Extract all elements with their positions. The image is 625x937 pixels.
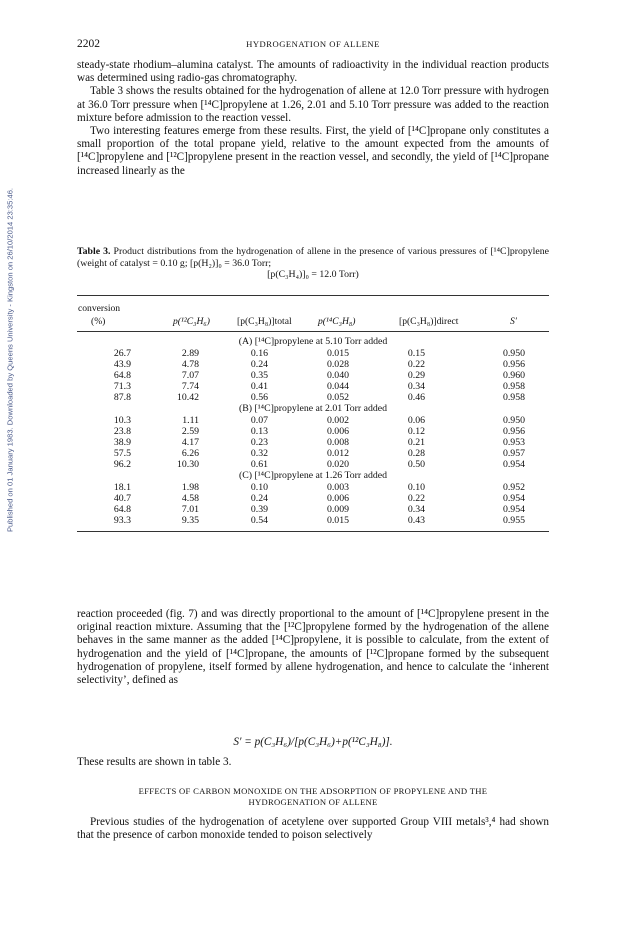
section-heading [77,786,549,808]
section-heading-line1: EFFECTS OF CARBON MONOXIDE ON THE ADSORPTION OF PROPYLENE AND THE [138,786,488,796]
table-caption [77,246,549,281]
table-row: 71.3 7.74 0.41 0.044 0.34 0.958 [113,381,525,392]
body-text-top [77,59,549,178]
table-caption-line2: [p(C₃H₄)]₀ = 12.0 Torr) [267,269,359,280]
table-row: 43.9 4.78 0.24 0.028 0.22 0.956 [113,359,525,370]
table-top-rule [77,295,549,296]
section-heading-line2: HYDROGENATION OF ALLENE [248,797,378,807]
header-p12c3h6: p(¹²C₃H₆) [173,316,210,327]
header-p-direct: [p(C₃H₈)]direct [399,316,459,327]
table-caption-text: Product distributions from the hydrogenation of allene in the presence of various pressures of [¹⁴C]propylene (weight of catalyst = 0.10 g; [p(H₂)]₀ = 36.0 Torr; [77,246,549,269]
table-row: 64.8 7.01 0.39 0.009 0.34 0.954 [113,504,525,515]
table-bottom-rule [77,531,549,532]
header-p14c3h8: p(¹⁴C₃H₈) [318,316,356,327]
table-row: 26.7 2.89 0.16 0.015 0.15 0.950 [113,348,525,359]
section-c-title: (C) [¹⁴C]propylene at 1.26 Torr added [238,470,388,481]
table-row: 10.3 1.11 0.07 0.002 0.06 0.950 [113,415,525,426]
header-s-prime: S′ [510,316,517,327]
table-row: 87.8 10.42 0.56 0.052 0.46 0.958 [113,392,525,403]
page-number: 2202 [77,38,100,50]
header-p-total: [p(C₃H₈)]total [237,316,292,327]
body-text-bottom [77,816,549,842]
table-row: 18.1 1.98 0.10 0.003 0.10 0.952 [113,482,525,493]
table-row: 96.2 10.30 0.61 0.020 0.50 0.954 [113,459,525,470]
table-header [77,303,549,329]
publication-sidebar-note: Published on 01 January 1983. Downloaded by Queens University - Kingston on 26/10/2014 23:35:46. [5,187,15,533]
body-text-results [77,756,549,769]
table-caption-label: Table 3. [77,246,111,257]
paragraph-after-table: reaction proceeded (fig. 7) and was directly proportional to the amount of [¹⁴C]propylene present in the original reaction mixture. Assuming that the [¹²C]propylene formed by the hydrogenation of the allene behaves in the same manner as the added [¹⁴C]propylene, it is possible to calculate, from the extent of hydrogenation and the yield of [¹⁴C]propane, the amounts of [¹²C]propane formed by the subsequent hydrogenation of propylene, itself formed by allene hydrogenation, and hence to calculate the ‘inherent selectivity’, defined as [77,608,549,687]
paragraph-results: These results are shown in table 3. [77,756,232,768]
header-percent: (%) [91,316,106,327]
section-a-title: (A) [¹⁴C]propylene at 5.10 Torr added [238,336,388,347]
table-row: 93.3 9.35 0.54 0.015 0.43 0.955 [113,515,525,526]
paragraph-features: Two interesting features emerge from these results. First, the yield of [¹⁴C]propane only constitutes a small proportion of the total propane yield, relative to the amount expected from the amounts of [¹⁴C]propylene and [¹²C]propylene present in the reaction vessel, and secondly, the yield of [¹⁴C]propane increased linearly as the [77,125,549,177]
table-row: 40.7 4.58 0.24 0.006 0.22 0.954 [113,493,525,504]
table-row: 38.9 4.17 0.23 0.008 0.21 0.953 [113,437,525,448]
table-row: 23.8 2.59 0.13 0.006 0.12 0.956 [113,426,525,437]
paragraph-table3: Table 3 shows the results obtained for the hydrogenation of allene at 12.0 Torr pressure with hydrogen at 36.0 Torr pressure when [¹⁴C]propylene at 1.26, 2.01 and 5.10 Torr pressure was added to the reaction mixture before admission to the reaction vessel. [77,85,549,124]
body-text-after-table [77,608,549,687]
table-row: 57.5 6.26 0.32 0.012 0.28 0.957 [113,448,525,459]
header-conversion: conversion [78,303,121,314]
selectivity-equation: S′ = p(C₃H₆)/[p(C₃H₆)+p(¹²C₃H₈)]. [233,736,393,748]
section-b-title: (B) [¹⁴C]propylene at 2.01 Torr added [238,403,388,414]
table-row: 64.8 7.07 0.35 0.040 0.29 0.960 [113,370,525,381]
table-header-rule [77,331,549,332]
running-header [77,38,549,52]
paragraph-previous-studies: Previous studies of the hydrogenation of acetylene over supported Group VIII metals³,⁴ had shown that the presence of carbon monoxide tended to poison selectively [77,816,549,842]
running-title: HYDROGENATION OF ALLENE [246,39,380,49]
paragraph-intro: steady-state rhodium–alumina catalyst. The amounts of radioactivity in the individual reaction products was determined using radio-gas chromatography. [77,59,549,85]
